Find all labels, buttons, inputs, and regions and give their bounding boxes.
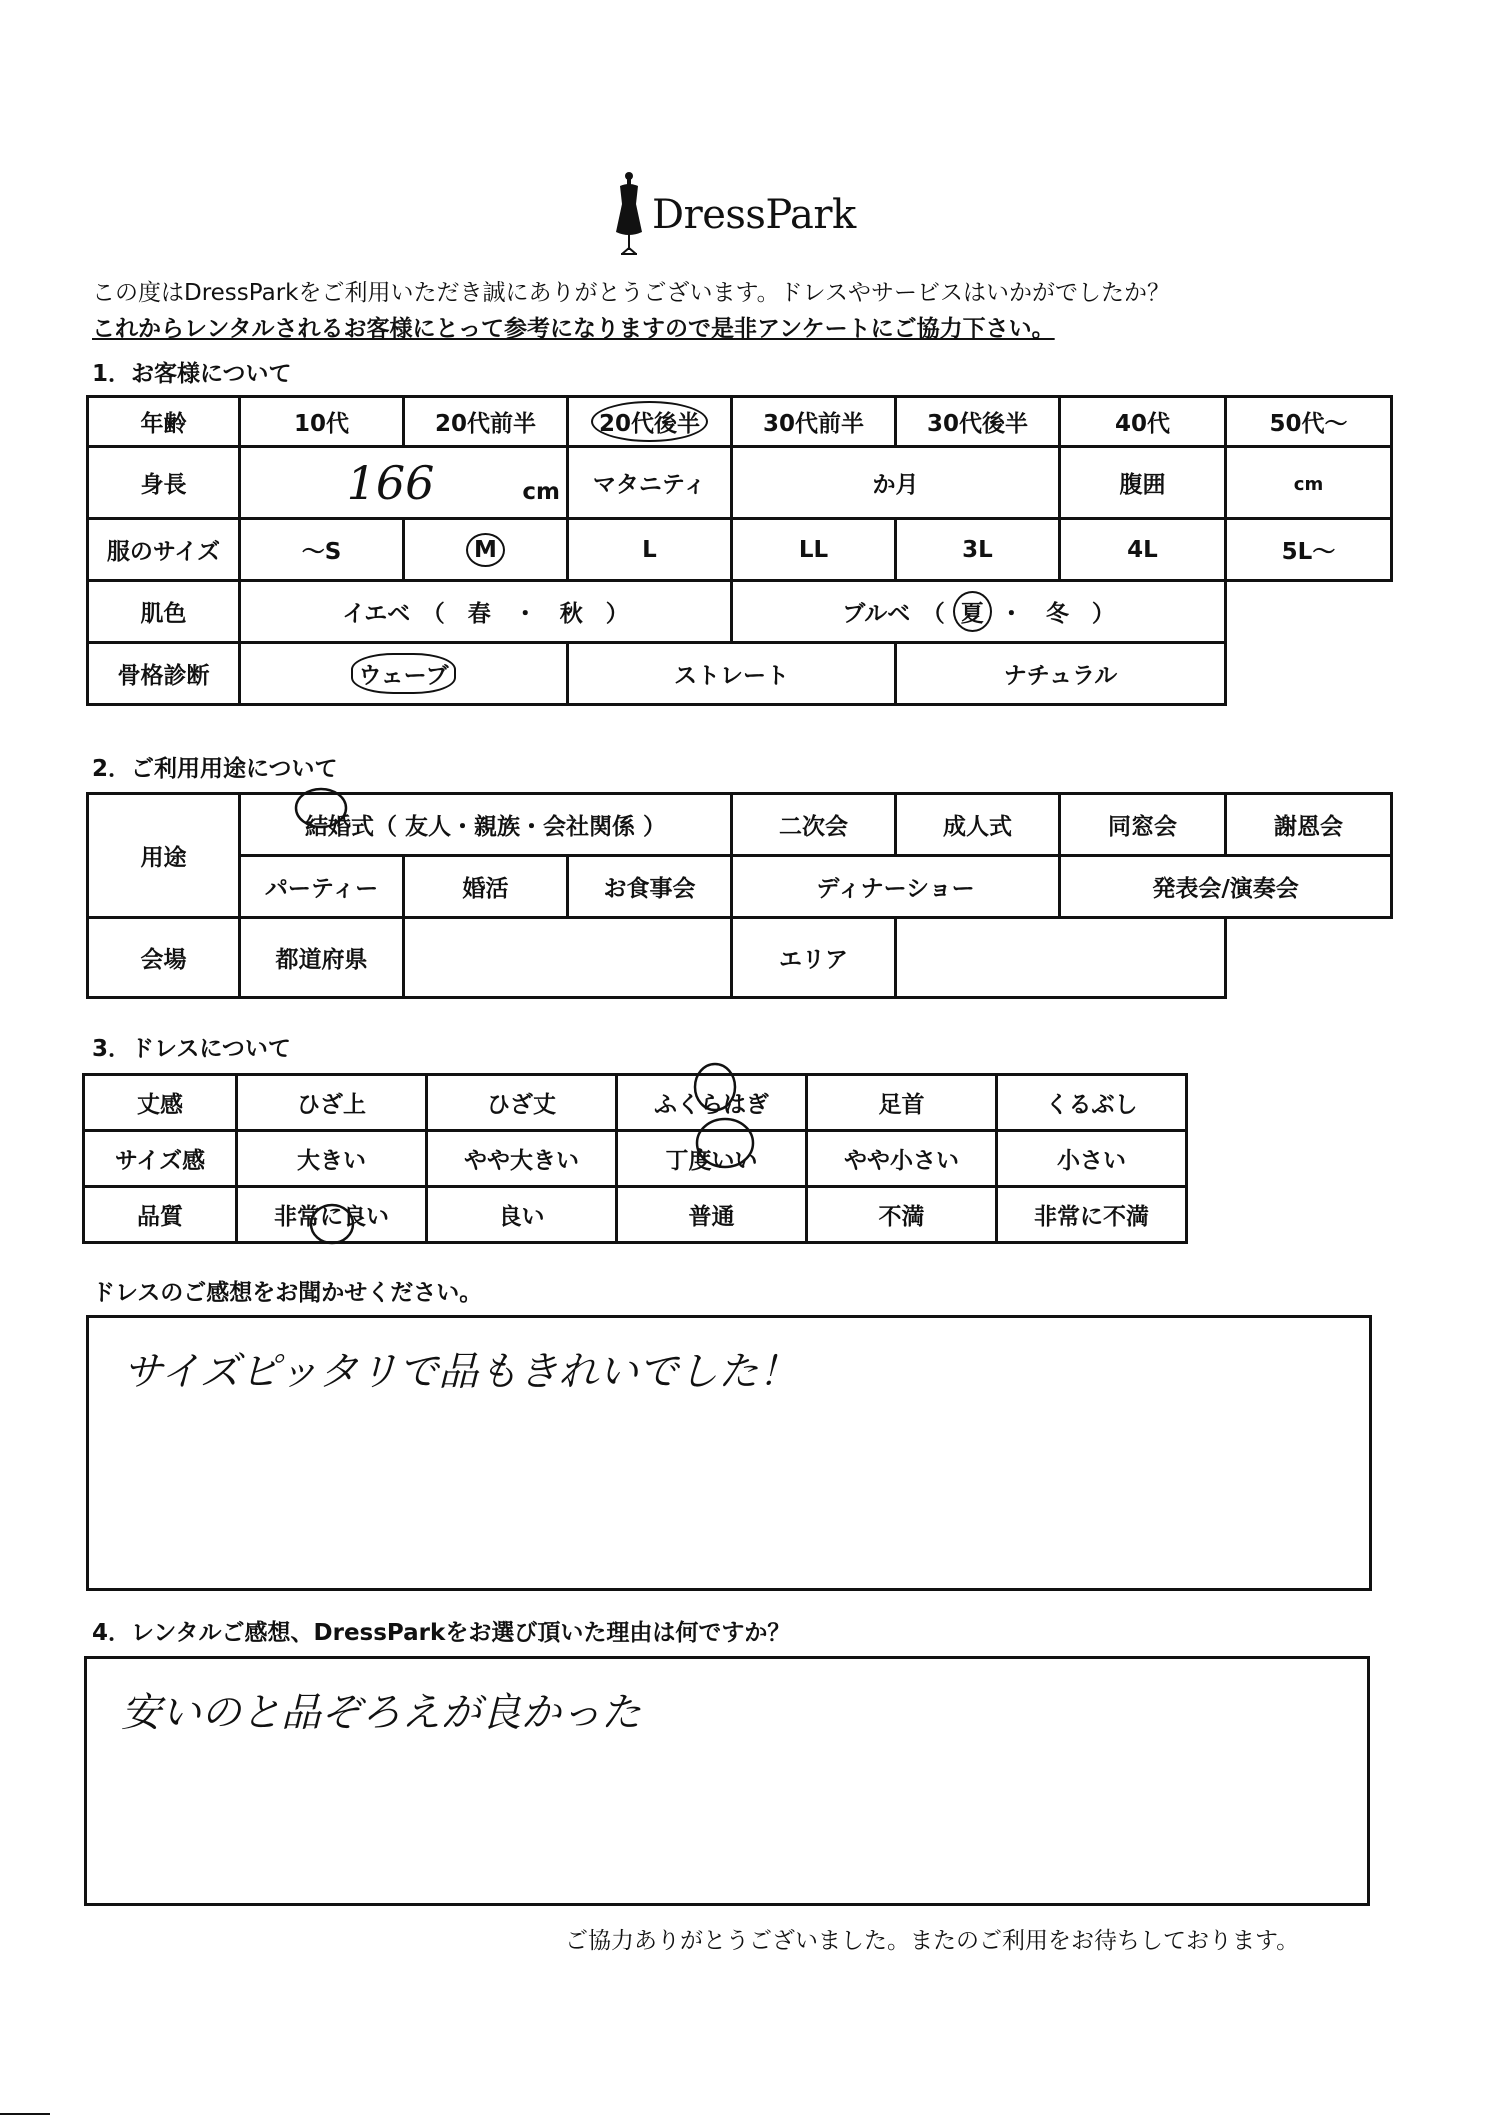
length-option[interactable]: ひざ丈: [427, 1075, 617, 1131]
age-option[interactable]: 30代後半: [896, 397, 1060, 447]
age-option[interactable]: 40代: [1060, 397, 1226, 447]
purpose-option[interactable]: 同窓会: [1060, 794, 1226, 856]
maternity-label: マタニティ: [568, 447, 732, 519]
waist-label: 腹囲: [1060, 447, 1226, 519]
skin-blue-suffix: ・ 冬 ）: [999, 601, 1115, 627]
height-value: 166: [346, 455, 435, 510]
purpose-option[interactable]: 二次会: [732, 794, 896, 856]
size-option[interactable]: ～S: [240, 519, 404, 581]
area-field[interactable]: [896, 918, 1226, 998]
waist-field[interactable]: [1226, 447, 1392, 519]
age-option[interactable]: 20代前半: [404, 397, 568, 447]
area-label: エリア: [732, 918, 896, 998]
purpose-label: 用途: [88, 794, 240, 918]
frame-label: 骨格診断: [88, 643, 240, 705]
size-option[interactable]: L: [568, 519, 732, 581]
length-option-selected[interactable]: ふくらはぎ: [617, 1075, 807, 1131]
frame-row: [88, 643, 1392, 705]
purpose-wedding-text: 結婚式（ 友人・親族・会社関係 ）: [305, 814, 667, 840]
dress-comment-text: サイズピッタリで品もきれいでした！: [123, 1349, 799, 1395]
size-option[interactable]: 5L～: [1226, 519, 1392, 581]
quality-label: 品質: [84, 1187, 237, 1243]
length-row: [84, 1075, 1187, 1131]
skin-yellow-option[interactable]: イエベ （ 春 ・ 秋 ）: [240, 581, 732, 643]
fit-option-selected[interactable]: 丁度いい: [617, 1131, 807, 1187]
purpose-row-2: [88, 856, 1392, 918]
frame-option-selected[interactable]: [240, 643, 568, 705]
size-label: 服のサイズ: [88, 519, 240, 581]
dress-form-icon: [612, 170, 646, 256]
empty-cell: [1226, 643, 1392, 705]
logo: [612, 170, 912, 260]
fit-row: [84, 1131, 1187, 1187]
purpose-option[interactable]: お食事会: [568, 856, 732, 918]
skin-blue-option[interactable]: [732, 581, 1226, 643]
fit-option[interactable]: 大きい: [237, 1131, 427, 1187]
dress-table: [82, 1073, 1188, 1244]
empty-cell: [1226, 581, 1392, 643]
size-option[interactable]: 3L: [896, 519, 1060, 581]
empty-cell: [1226, 918, 1392, 998]
intro-line-2: これからレンタルされるお客様にとって参考になりますので是非アンケートにご協力下さい。: [92, 316, 1055, 342]
quality-row: [84, 1187, 1187, 1243]
intro-line-1: この度はDressParkをご利用いただき誠にありがとうございます。ドレスやサービスはいかがでしたか？: [92, 280, 1170, 306]
section-1-title: 1．お客様について: [92, 361, 292, 387]
fit-option[interactable]: やや大きい: [427, 1131, 617, 1187]
size-option[interactable]: 4L: [1060, 519, 1226, 581]
fit-label: サイズ感: [84, 1131, 237, 1187]
fit-option[interactable]: 小さい: [997, 1131, 1187, 1187]
skin-row: [88, 581, 1392, 643]
purpose-option[interactable]: ディナーショー: [732, 856, 1060, 918]
age-label: 年齢: [88, 397, 240, 447]
purpose-table: [86, 792, 1393, 999]
skin-label: 肌色: [88, 581, 240, 643]
selection-circle: 20代後半: [591, 401, 708, 442]
quality-option[interactable]: 普通: [617, 1187, 807, 1243]
length-option[interactable]: ひざ上: [237, 1075, 427, 1131]
purpose-option[interactable]: 婚活: [404, 856, 568, 918]
maternity-field[interactable]: [732, 447, 1060, 519]
venue-row: [88, 918, 1392, 998]
prefecture-field[interactable]: [404, 918, 732, 998]
size-option-selected[interactable]: [404, 519, 568, 581]
maternity-unit: か月: [872, 472, 919, 498]
purpose-option[interactable]: 発表会/演奏会: [1060, 856, 1392, 918]
venue-label: 会場: [88, 918, 240, 998]
length-option[interactable]: くるぶし: [997, 1075, 1187, 1131]
length-option[interactable]: 足首: [807, 1075, 997, 1131]
age-option[interactable]: 10代: [240, 397, 404, 447]
fit-option[interactable]: やや小さい: [807, 1131, 997, 1187]
quality-selection-circle: [306, 1200, 358, 1248]
age-option[interactable]: 50代～: [1226, 397, 1392, 447]
length-label: 丈感: [84, 1075, 237, 1131]
skin-blue-prefix: ブルベ （: [842, 601, 945, 627]
purpose-option[interactable]: 成人式: [896, 794, 1060, 856]
height-label: 身長: [88, 447, 240, 519]
selection-circle: M: [466, 533, 505, 567]
frame-option[interactable]: ストレート: [568, 643, 896, 705]
age-option[interactable]: 30代前半: [732, 397, 896, 447]
closing-message: ご協力ありがとうございました。またのご利用をお待ちしております。: [565, 1928, 1300, 1954]
waist-unit: cm: [1293, 473, 1324, 495]
purpose-option[interactable]: 謝恩会: [1226, 794, 1392, 856]
customer-table: [86, 395, 1393, 706]
length-selection-circle: [690, 1060, 740, 1114]
selection-circle: ウェーブ: [351, 653, 457, 694]
quality-option[interactable]: 不満: [807, 1187, 997, 1243]
section-3-title: 3．ドレスについて: [92, 1036, 291, 1062]
section-4-title: 4．レンタルご感想、DressParkをお選び頂いた理由は何ですか？: [92, 1620, 791, 1646]
dress-comment-box[interactable]: [86, 1315, 1372, 1591]
fit-selection-circle: [690, 1114, 760, 1172]
purpose-selection-circle: [292, 785, 350, 831]
quality-option[interactable]: 良い: [427, 1187, 617, 1243]
logo-text: DressPark: [652, 192, 856, 238]
quality-option[interactable]: 非常に不満: [997, 1187, 1187, 1243]
height-field[interactable]: [240, 447, 568, 519]
purpose-row-1: [88, 794, 1392, 856]
dress-comment-label: ドレスのご感想をお聞かせください。: [92, 1280, 483, 1306]
age-row: [88, 397, 1392, 447]
quality-option-selected[interactable]: 非常に良い: [237, 1187, 427, 1243]
height-unit: cm: [522, 478, 560, 505]
size-row: [88, 519, 1392, 581]
rental-comment-text: 安いのと品ぞろえが良かった: [121, 1690, 641, 1736]
purpose-option[interactable]: パーティー: [240, 856, 404, 918]
frame-option[interactable]: ナチュラル: [896, 643, 1226, 705]
scan-edge-mark: [0, 2113, 50, 2115]
size-option[interactable]: LL: [732, 519, 896, 581]
height-row: [88, 447, 1392, 519]
age-option-selected[interactable]: [568, 397, 732, 447]
prefecture-label: 都道府県: [240, 918, 404, 998]
selection-circle: 夏: [953, 591, 992, 632]
section-2-title: 2．ご利用用途について: [92, 756, 338, 782]
rental-comment-box[interactable]: [84, 1656, 1370, 1906]
